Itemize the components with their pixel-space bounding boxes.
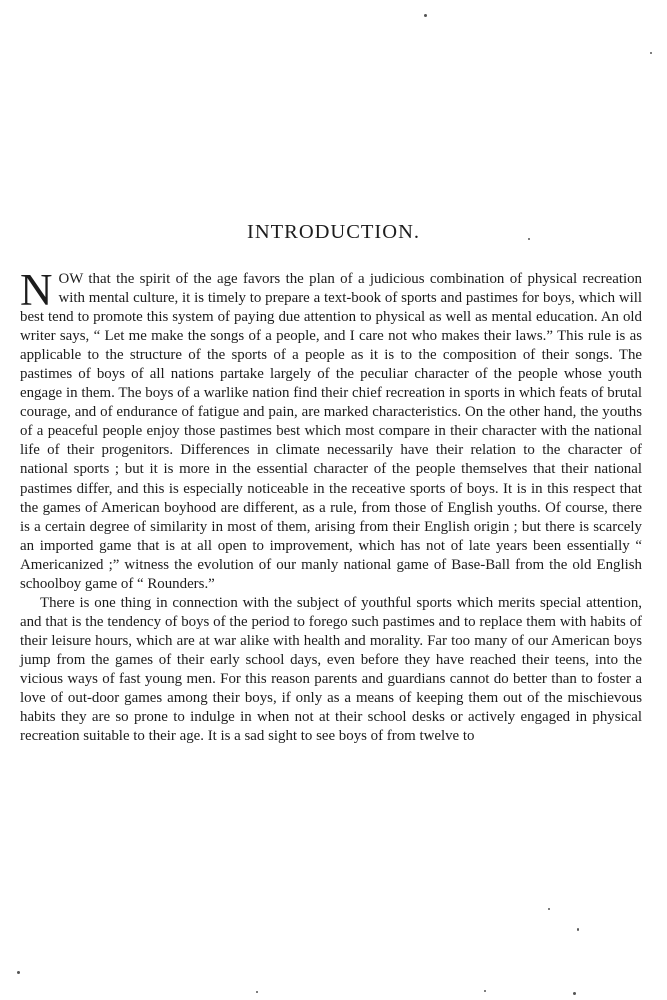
drop-cap: N [20, 265, 53, 315]
scan-speck [17, 971, 20, 974]
scan-speck [577, 928, 579, 931]
scan-speck [650, 52, 652, 54]
page-title: INTRODUCTION. [247, 221, 420, 243]
scan-speck [528, 238, 530, 240]
scan-speck [256, 991, 258, 993]
scan-speck [548, 908, 550, 910]
paragraph-2: There is one thing in connection with the subject of youthful sports which merits special attention, and that is the tendency of boys of the period to forego such pastimes and to replace them with habits of their leisure hours, which are at war alike with health and morality. Far too many of our American boys jump from the games of their early school days, even before they have reached their teens, into the vicious ways of fast young men. For this reason parents and guardians cannot do better than to foster a love of out-door games among their boys, if only as a means of keeping them out of the mischievous habits they are so prone to indulge in when not at their school desks or actively engaged in physical recreation suitable to their age. It is a sad sight to see boys of from twelve to [20, 594, 642, 745]
scan-speck [484, 990, 486, 992]
body-text [20, 265, 642, 746]
scan-speck [573, 992, 576, 995]
paragraph-1-text: OW that the spirit of the age favors the plan of a judicious combination of physical recreation with mental culture, it is timely to prepare a text-book of sports and pastimes for boys, which will best tend to promote this system of paying due attention to physical as well as mental education. An old writer says, “ Let me make the songs of a people, and I care not who makes their laws.” This rule is as applicable to the structure of the sports of a people as it is to the composition of their songs. The pastimes of boys of all nations partake largely of the peculiar character of the people whose youth engage in them. The boys of a warlike nation find their chief recreation in sports in which feats of brutal courage, and of endurance of fatigue and pain, are marked characteristics. On the other hand, the youths of a peaceful people enjoy those pastimes best which most compare in their character with the national life of their progenitors. Differences in climate necessarily have their relation to the character of national sports ; but it is more in the essential character of the people themselves that their national pastimes differ, and this is especially noticeable in the receative sports of boys. It is in this respect that the games of American boyhood are different, as a rule, from those of English youths. Of course, there is a certain degree of similarity in most of them, arising from their English origin ; but there is scarcely an imported game that is at all open to improvement, which has not of late years been essentially “ Americanized ;” witness the evolution of our manly national game of Base-Ball from the old English schoolboy game of “ Rounders.” [20, 271, 642, 592]
paragraph-1 [20, 265, 642, 594]
scan-speck [424, 14, 427, 17]
